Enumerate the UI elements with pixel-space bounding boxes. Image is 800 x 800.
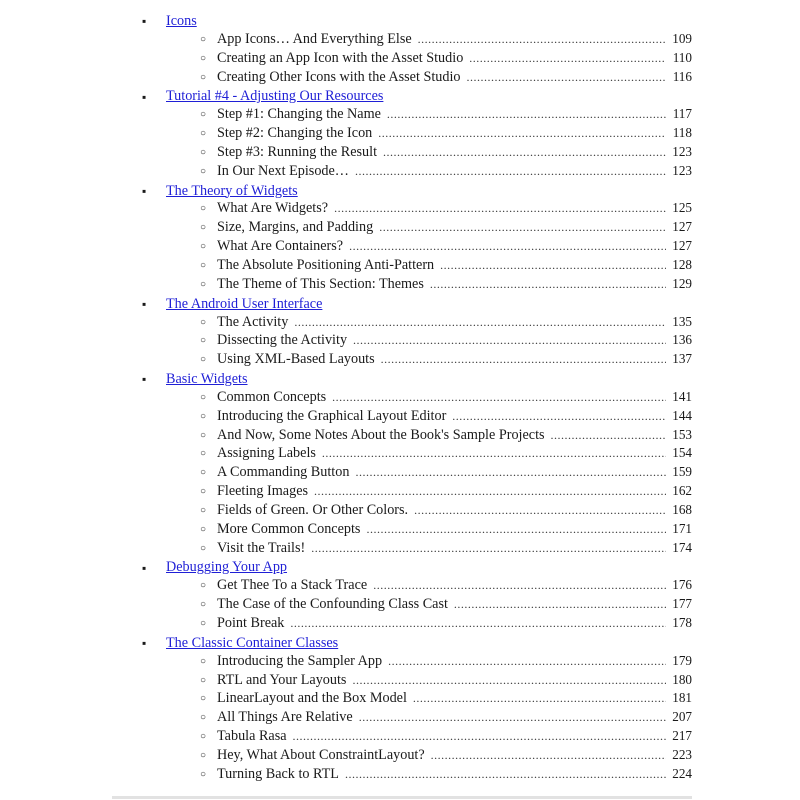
circle-bullet-icon: ○ xyxy=(200,71,207,83)
table-of-contents xyxy=(142,12,692,785)
page-number: 129 xyxy=(672,275,692,291)
page-number: 159 xyxy=(672,464,692,480)
section-title: LinearLayout and the Box Model xyxy=(217,690,407,707)
section-entry xyxy=(142,257,692,276)
page-number: 110 xyxy=(672,49,692,65)
dot-leader xyxy=(418,32,666,47)
section-title: Assigning Labels xyxy=(217,445,316,462)
section-title: Creating an App Icon with the Asset Studio xyxy=(217,49,464,66)
circle-bullet-icon: ○ xyxy=(200,316,207,328)
dot-leader xyxy=(467,70,666,85)
dot-leader xyxy=(381,352,666,367)
section-title: Step #1: Changing the Name xyxy=(217,106,381,123)
section-entry xyxy=(142,332,692,351)
section-title: Tabula Rasa xyxy=(217,728,287,745)
page-number: 123 xyxy=(672,143,692,159)
section-title: The Activity xyxy=(217,313,289,330)
circle-bullet-icon: ○ xyxy=(200,674,207,686)
circle-bullet-icon: ○ xyxy=(200,128,207,140)
page-number: 224 xyxy=(672,765,692,781)
toc-chapter xyxy=(142,558,692,633)
chapter-row xyxy=(142,634,692,653)
chapter-row xyxy=(142,87,692,106)
section-title: Introducing the Sampler App xyxy=(217,652,383,669)
dot-leader xyxy=(388,654,666,669)
circle-bullet-icon: ○ xyxy=(200,278,207,290)
section-entry xyxy=(142,31,692,50)
page-number: 141 xyxy=(672,388,692,404)
circle-bullet-icon: ○ xyxy=(200,655,207,667)
circle-bullet-icon: ○ xyxy=(200,712,207,724)
section-title: Hey, What About ConstraintLayout? xyxy=(217,746,425,763)
circle-bullet-icon: ○ xyxy=(200,146,207,158)
page-number: 223 xyxy=(672,746,692,762)
section-title: Turning Back to RTL xyxy=(217,765,339,782)
section-title: Using XML-Based Layouts xyxy=(217,351,375,368)
bullet-icon: ▪ xyxy=(142,560,147,575)
section-title: Fleeting Images xyxy=(217,483,309,500)
dot-leader xyxy=(379,220,666,235)
section-entry xyxy=(142,747,692,766)
dot-leader xyxy=(294,315,666,330)
dot-leader xyxy=(383,145,666,160)
section-entry xyxy=(142,408,692,427)
toc-chapter xyxy=(142,182,692,295)
section-entry xyxy=(142,577,692,596)
dot-leader xyxy=(293,729,666,744)
circle-bullet-icon: ○ xyxy=(200,109,207,121)
dot-leader xyxy=(314,484,666,499)
section-title: Fields of Green. Or Other Colors. xyxy=(217,501,409,518)
page-number: 180 xyxy=(672,671,692,687)
circle-bullet-icon: ○ xyxy=(200,693,207,705)
section-title: A Commanding Button xyxy=(217,464,350,481)
circle-bullet-icon: ○ xyxy=(200,165,207,177)
dot-leader xyxy=(290,616,666,631)
section-entry xyxy=(142,596,692,615)
dot-leader xyxy=(551,428,666,443)
section-title: Step #2: Changing the Icon xyxy=(217,125,373,142)
circle-bullet-icon: ○ xyxy=(200,731,207,743)
dot-leader xyxy=(366,522,666,537)
section-entry xyxy=(142,144,692,163)
page-number: 135 xyxy=(672,313,692,329)
section-title: What Are Containers? xyxy=(217,238,344,255)
section-entry xyxy=(142,351,692,370)
circle-bullet-icon: ○ xyxy=(200,241,207,253)
dot-leader xyxy=(355,164,666,179)
section-entry xyxy=(142,653,692,672)
circle-bullet-icon: ○ xyxy=(200,599,207,611)
section-entry xyxy=(142,766,692,785)
section-entry xyxy=(142,314,692,333)
section-entry xyxy=(142,125,692,144)
section-title: Introducing the Graphical Layout Editor xyxy=(217,407,447,424)
page-number: 117 xyxy=(672,106,692,122)
page-number: 217 xyxy=(672,728,692,744)
chapter-link[interactable]: Tutorial #4 - Adjusting Our Resources xyxy=(166,88,384,105)
section-entry xyxy=(142,672,692,691)
section-title: What Are Widgets? xyxy=(217,200,329,217)
circle-bullet-icon: ○ xyxy=(200,542,207,554)
dot-leader xyxy=(440,258,666,273)
dot-leader xyxy=(378,126,666,141)
page-number: 118 xyxy=(672,125,692,141)
section-title: Visit the Trails! xyxy=(217,539,306,556)
circle-bullet-icon: ○ xyxy=(200,335,207,347)
section-title: The Absolute Positioning Anti-Pattern xyxy=(217,256,435,273)
circle-bullet-icon: ○ xyxy=(200,410,207,422)
dot-leader xyxy=(431,748,666,763)
circle-bullet-icon: ○ xyxy=(200,580,207,592)
section-entry xyxy=(142,276,692,295)
section-entry xyxy=(142,464,692,483)
section-entry xyxy=(142,163,692,182)
circle-bullet-icon: ○ xyxy=(200,618,207,629)
circle-bullet-icon: ○ xyxy=(200,467,207,479)
section-entry xyxy=(142,728,692,747)
section-entry xyxy=(142,521,692,540)
page-number: 154 xyxy=(672,445,692,461)
bullet-icon: ▪ xyxy=(142,14,147,29)
page-number: 127 xyxy=(672,219,692,235)
dot-leader xyxy=(359,710,666,725)
section-title: RTL and Your Layouts xyxy=(217,671,347,688)
section-entry xyxy=(142,69,692,88)
section-entry xyxy=(142,50,692,69)
toc-chapter xyxy=(142,12,692,87)
section-entry xyxy=(142,502,692,521)
bullet-icon: ▪ xyxy=(142,636,147,651)
dot-leader xyxy=(345,767,666,782)
dot-leader xyxy=(349,239,666,254)
bullet-icon: ▪ xyxy=(142,89,147,104)
dot-leader xyxy=(373,578,666,593)
page-number: 179 xyxy=(672,652,692,668)
chapter-link[interactable]: The Theory of Widgets xyxy=(166,182,298,199)
section-title: Creating Other Icons with the Asset Studio xyxy=(217,68,461,85)
section-entry xyxy=(142,106,692,125)
page-number: 109 xyxy=(672,30,692,46)
dot-leader xyxy=(334,201,666,216)
page-number: 181 xyxy=(672,690,692,706)
section-entry xyxy=(142,709,692,728)
dot-leader xyxy=(454,597,666,612)
circle-bullet-icon: ○ xyxy=(200,391,207,403)
dot-leader xyxy=(322,446,666,461)
section-title: Step #3: Running the Result xyxy=(217,143,378,160)
chapter-row xyxy=(142,558,692,577)
page-number: 116 xyxy=(672,68,692,84)
chapter-link[interactable]: The Classic Container Classes xyxy=(166,634,339,651)
section-title: Dissecting the Activity xyxy=(217,332,348,349)
toc-chapter xyxy=(142,370,692,558)
section-entry xyxy=(142,615,692,634)
chapter-row xyxy=(142,295,692,314)
section-entry xyxy=(142,690,692,709)
bullet-icon: ▪ xyxy=(142,184,147,199)
dot-leader xyxy=(355,465,666,480)
toc-chapter xyxy=(142,295,692,370)
section-entry xyxy=(142,445,692,464)
dot-leader xyxy=(352,673,666,688)
dot-leader xyxy=(452,409,666,424)
dot-leader xyxy=(332,390,666,405)
circle-bullet-icon: ○ xyxy=(200,52,207,64)
page-bottom-rule xyxy=(112,796,692,799)
section-title: App Icons… And Everything Else xyxy=(217,30,412,47)
section-entry xyxy=(142,389,692,408)
bullet-icon: ▪ xyxy=(142,372,147,387)
dot-leader xyxy=(430,277,666,292)
dot-leader xyxy=(414,503,666,518)
chapter-link[interactable]: Basic Widgets xyxy=(166,370,248,387)
dot-leader xyxy=(311,541,666,556)
section-entry xyxy=(142,238,692,257)
dot-leader xyxy=(353,333,666,348)
chapter-link[interactable]: Icons xyxy=(166,12,197,29)
page-number: 176 xyxy=(672,577,692,593)
circle-bullet-icon: ○ xyxy=(200,203,207,215)
section-title: Size, Margins, and Padding xyxy=(217,219,374,236)
section-entry xyxy=(142,200,692,219)
circle-bullet-icon: ○ xyxy=(200,504,207,516)
section-title: Point Break xyxy=(217,615,285,631)
page-number: 123 xyxy=(672,162,692,178)
circle-bullet-icon: ○ xyxy=(200,486,207,498)
section-title: The Case of the Confounding Class Cast xyxy=(217,596,448,613)
section-title: All Things Are Relative xyxy=(217,709,353,726)
page-number: 162 xyxy=(672,483,692,499)
circle-bullet-icon: ○ xyxy=(200,749,207,761)
dot-leader xyxy=(387,107,666,122)
section-title: In Our Next Episode… xyxy=(217,162,349,179)
toc-chapter xyxy=(142,634,692,785)
section-entry xyxy=(142,540,692,559)
page-number: 207 xyxy=(672,709,692,725)
section-entry xyxy=(142,483,692,502)
chapter-link[interactable]: The Android User Interface xyxy=(166,295,323,312)
circle-bullet-icon: ○ xyxy=(200,768,207,780)
bullet-icon: ▪ xyxy=(142,297,147,312)
page-number: 178 xyxy=(672,615,692,630)
chapter-link[interactable]: Debugging Your App xyxy=(166,559,288,576)
section-title: And Now, Some Notes About the Book's Sample Projects xyxy=(217,426,545,443)
section-title: Common Concepts xyxy=(217,388,327,405)
circle-bullet-icon: ○ xyxy=(200,429,207,441)
chapter-row xyxy=(142,370,692,389)
section-entry xyxy=(142,219,692,238)
page-number: 127 xyxy=(672,238,692,254)
page-number: 137 xyxy=(672,351,692,367)
page-number: 177 xyxy=(672,596,692,612)
page-number: 174 xyxy=(672,539,692,555)
page-number: 125 xyxy=(672,200,692,216)
circle-bullet-icon: ○ xyxy=(200,448,207,460)
dot-leader xyxy=(413,691,666,706)
page-number: 153 xyxy=(672,426,692,442)
circle-bullet-icon: ○ xyxy=(200,523,207,535)
section-title: Get Thee To a Stack Trace xyxy=(217,577,368,594)
section-title: More Common Concepts xyxy=(217,520,361,537)
chapter-row xyxy=(142,182,692,201)
page-number: 136 xyxy=(672,332,692,348)
section-entry xyxy=(142,427,692,446)
page-number: 171 xyxy=(672,520,692,536)
circle-bullet-icon: ○ xyxy=(200,222,207,234)
page-number: 168 xyxy=(672,501,692,517)
dot-leader xyxy=(469,51,666,66)
circle-bullet-icon: ○ xyxy=(200,33,207,45)
toc-chapter xyxy=(142,87,692,181)
section-title: The Theme of This Section: Themes xyxy=(217,275,424,292)
page-number: 128 xyxy=(672,256,692,272)
chapter-row xyxy=(142,12,692,31)
circle-bullet-icon: ○ xyxy=(200,259,207,271)
circle-bullet-icon: ○ xyxy=(200,354,207,366)
page-number: 144 xyxy=(672,407,692,423)
